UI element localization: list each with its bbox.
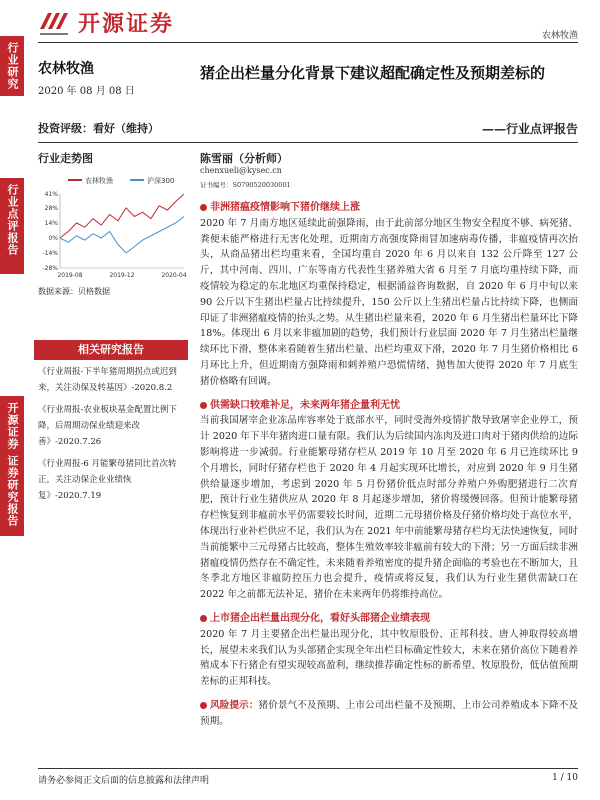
- trend-chart: [38, 172, 188, 282]
- y-tick-label: -28%: [42, 265, 58, 272]
- related-report-item[interactable]: 《行业周报-下半年猪周期拐点或迟到来，关注动保及转基因》-2020.8.2: [38, 367, 177, 393]
- trend-chart-title: 行业走势图: [38, 152, 93, 165]
- section-divider: [38, 142, 578, 143]
- related-reports-heading: 相关研究报告: [34, 340, 188, 360]
- section-heading: 供需缺口较难补足，未来两年猪企量利无忧: [200, 398, 578, 414]
- y-tick-label: 41%: [44, 191, 58, 198]
- y-tick-label: 14%: [44, 219, 58, 227]
- y-tick-label: -14%: [42, 249, 58, 257]
- series-line: [60, 217, 184, 254]
- section-heading: 上市猪企出栏量出现分化，看好头部猪企业绩表现: [200, 611, 578, 627]
- section-text: 当前我国屠宰企业冻品库容率处于底部水平，同时受海外疫情扩散导致屠宰企业停工，预计 2020 年下半年猪肉进口量有限。我们认为后续国内冻肉及进口肉对于猪肉供给的边际影响将进一步减弱。行业能繁母猪存栏从 2019 年 10 月至 2020 年 6 月已连续环比 9 个月增长，同时仔猪存栏也于 2020 年 4 月起实现环比增长，对应到 2020 年 9 月生猪供给量逐步增加，考虑到 2020 年 5 月份猪价低点时部分养殖户外购肥猪进行二次育肥，预计行业生猪供应从 2020 年 8 月起逐步增加，猪价将缓慢回落。但预计能繁母猪存栏恢复到非瘟前水平仍需要较长时间，近期二元母猪价格及仔猪价格均处于高位水平，体现出行业补栏供应不足，我们认为在 2021 年中前能繁母猪存栏均无法快速恢复，同时当前能繁中三元母猪占比较高，整体生殖效率较非瘟前有较大的下滑；另一方面后续非洲猪瘟疫情仍然存在不确定性，未来随着养殖密度的提升猪企面临的考验也在不断加大，且冬季北方地区非瘟防控压力也会提升，疫情或将反复，我们认为行业生猪供需缺口在 2022 年之前都无法补足，猪价在未来两年仍将维持高位。: [200, 415, 578, 601]
- report-date: 2020 年 08 月 08 日: [38, 86, 135, 97]
- chart-source: 数据来源：贝格数据: [38, 287, 110, 296]
- bullet-icon: [200, 402, 207, 409]
- bullet-icon: [200, 615, 207, 622]
- x-tick-label: 2020-04: [161, 272, 187, 279]
- header-divider: [38, 42, 578, 43]
- analyst-license: 证书编号：S0790520030001: [200, 181, 291, 189]
- section-heading: 非洲猪瘟疫情影响下猪价继续上涨: [200, 200, 578, 216]
- logo-mark-icon: [38, 7, 72, 37]
- report-body: [200, 196, 578, 730]
- industry-name: 农林牧渔: [38, 61, 94, 77]
- analyst-email[interactable]: chenxueli@kysec.cn: [200, 166, 282, 175]
- related-reports-list: [38, 364, 188, 510]
- company-logo: [38, 4, 174, 40]
- y-tick-label: 0%: [48, 234, 58, 242]
- sidebar-label-mid: 行业点评报告: [0, 178, 24, 274]
- section-text: 2020 年 7 月主要猪企出栏量出现分化，其中牧原股份、正邦科技、唐人神取得较高增长，展望未来我们认为头部猪企实现全年出栏目标确定性较大，未来在猪价高位下随着养殖成本下行猪企有望实现较高盈利，继续推荐确定性标的新希望、牧原股份，低估值预期差标的正邦科技。: [200, 628, 578, 688]
- x-tick-label: 2019-08: [57, 272, 83, 279]
- logo-text: 开源证券: [78, 11, 175, 37]
- y-tick-label: 28%: [44, 204, 58, 212]
- legend-label: 农林牧渔: [85, 177, 113, 185]
- bullet-icon: [200, 702, 207, 709]
- risk-warning: 风险提示：猪价景气不及预期、上市公司出栏量不及预期、上市公司养殖成本下降不及预期。: [200, 699, 579, 727]
- footer-disclaimer: 请务必参阅正文后面的信息披露和法律声明: [38, 776, 210, 786]
- legend-label: 沪深300: [147, 177, 175, 185]
- bullet-icon: [200, 204, 207, 211]
- sidebar-label-bottom: 开源证券 证券研究报告: [0, 396, 24, 536]
- page-footer: [38, 768, 578, 786]
- header-industry-tag: 农林牧渔: [541, 31, 578, 41]
- section-text: 2020 年 7 月南方地区延续此前强降雨，由于此前部分地区生物安全程度不够、病死猪、粪便未能严格进行无害化处理，近期南方高强度降雨冒加速病毒传播，非瘟疫情再次抬头，从商品猪出栏均重来看，全国均重自 2020 年 6 月以来自 132 公斤降至 127 公斤，其中河南、四川、广东等南方代表性生猪养殖大省 6 月至 7 月底均重持续下降，而疫情较为稳定的东北地区均重保持稳定，根据涌益咨询数据，自 2020 年 6 月中旬以来 90 公斤以下生猪出栏量占比持续提升，150 公斤以上生猪出栏量占比持续下降，也侧面印证了非洲猪瘟疫情的抬头之势。从生猪出栏量来看，2020 年 6 月生猪出栏量环比下降 18%。体现出 6 月以来非瘟加剧的趋势，我们预计行业层面 2020 年 7 月生猪出栏量继续环比下滑，整体来看随着生猪出栏量、出栏均重双下滑，2020 年 7 月生猪价格相比 6 月环比上升，但近期南方强降雨和刺养殖户恐慌情绪，抛售加大使得 2020 年 7 月底生猪价格略有回调。: [200, 217, 578, 387]
- x-tick-label: 2019-12: [109, 272, 135, 279]
- report-subtitle: ——行业点评报告: [481, 122, 578, 136]
- page-number: 1 / 10: [552, 773, 578, 783]
- sidebar-label-top: 行业研究: [0, 36, 24, 96]
- related-report-item[interactable]: 《行业周报-6 月能繁母猪同比首次转正，关注动保企业业绩恢复》-2020.7.19: [38, 459, 177, 501]
- series-line: [60, 194, 184, 238]
- related-report-item[interactable]: 《行业周报-农业板块基金配置比例下降，后周期动保业绩迎来改善》-2020.7.26: [38, 405, 177, 447]
- report-title: 猪企出栏量分化背景下建议超配确定性及预期差标的: [200, 64, 546, 82]
- analyst-name: 陈雪丽（分析师）: [200, 152, 288, 165]
- investment-rating: 投资评级：看好（维持）: [38, 122, 159, 135]
